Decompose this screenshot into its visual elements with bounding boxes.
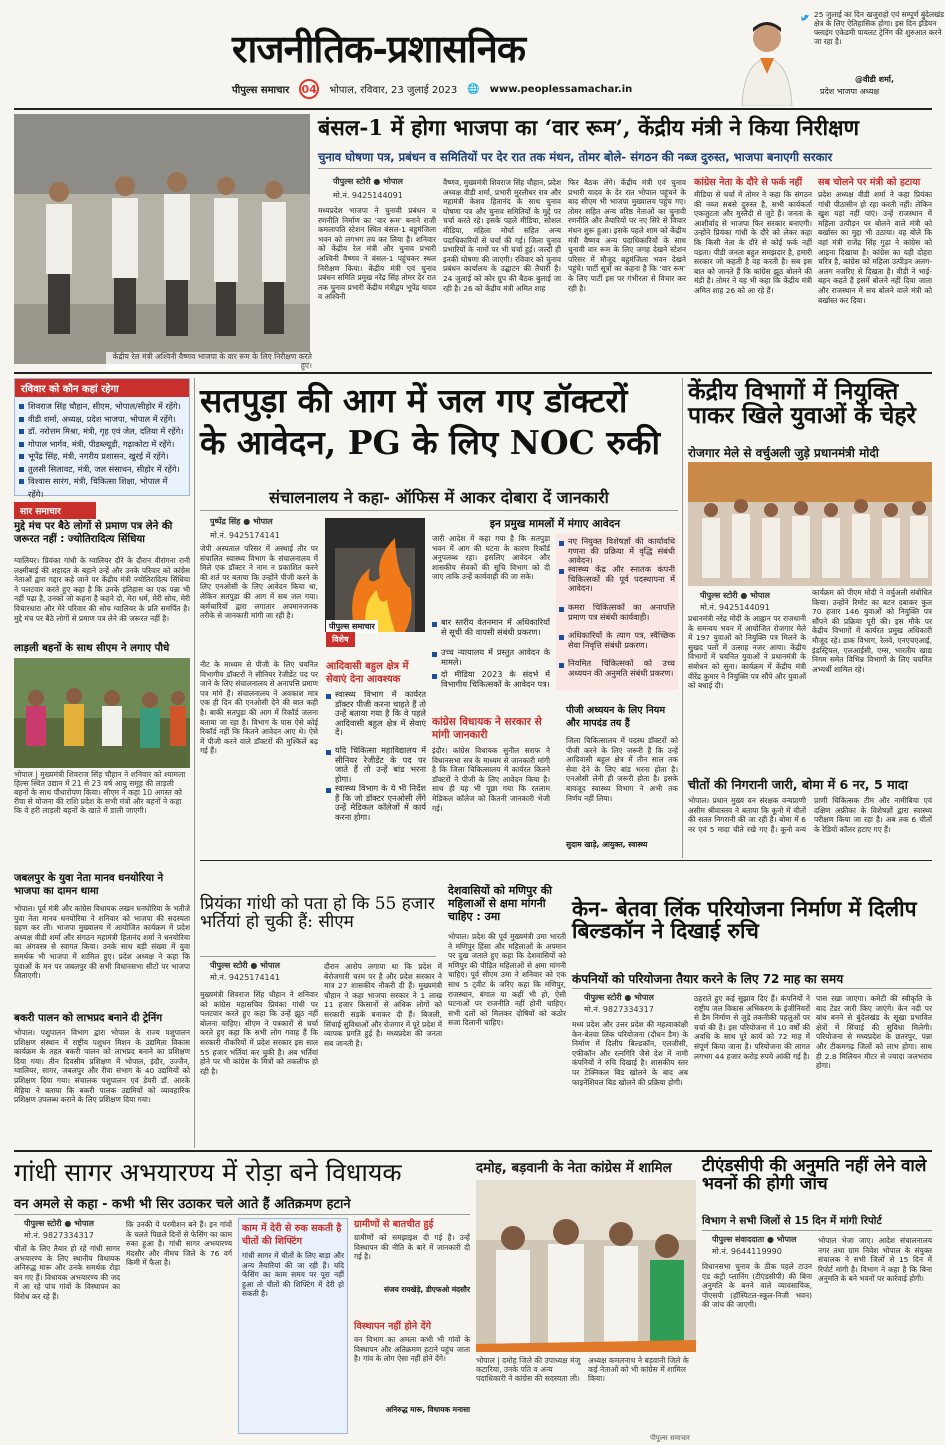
story6-box3-sign: अनिरुद्ध मारू, विधायक मनासा [385, 1405, 470, 1414]
story7-caption2: अध्यक्ष कमलनाथ ने बड़वानी जिले के कई नेताओं को भी कांग्रेस में शामिल किया। [588, 1356, 689, 1383]
story8-deck: विभाग ने सभी जिलों से 15 दिन में मांगी रिपोर्ट [702, 1215, 882, 1227]
list-item: नए नियुक्त विशेषज्ञों की कार्यावधि गणना की प्रक्रिया में वृद्धि संबंधी आवेदन। [559, 537, 675, 565]
left-s3-text: भोपाल। पूर्व मंत्री और कांग्रेस विधायक लखन घनघोरिया के भतीजे युवा नेता मानव धनयोरिया ने शनिवार को भाजपा की सदस्यता ग्रहण कर ली। भाजपा मुख्यालय में आयोजित कार्यक्रम में प्रदेश अध्यक्ष वीडी शर्मा और संगठन महामंत्री हितानंद शर्मा ने धनयोरिया का अंगवस्त्र से स्वागत किया। उनके साथ बड़ी संख्या में युवा समर्थक भी भाजपा में शामिल हुए। प्रदेश अध्यक्ष ने कहा कि युवाओं के मन पर जबलपुर की सभी विधानसभा सीटों पर भाजपा जिताएगी। [14, 904, 190, 981]
story2-col2: नीट के माध्यम से पीजी के लिए चयनित विभागीय डॉक्टरों ने सीनियर रेजीडेंट पद पर जाने के लिए संचालनालय से अनापत्ति प्रमाण पत्र मांगे हैं। संचालनालय ने अवकाश मात्र एक ही दिन की एनओसी देने की बात कही है। बाकी सतपुड़ा की आग में रिकॉर्ड जलना बताया जा रहा है। विभाग के पास ऐसे कोई रिकॉर्ड नहीं कि कितने आवेदन आए थे। ऐसे में पीजी करने वाले डॉक्टरों की मुश्किलें बढ़ गई हैं। [200, 660, 318, 756]
story6-box2-text: ग्रामीणों को समझाइश दी गई है। उन्हें विस्थापन की नीति के बारे में जानकारी दी गई है। [354, 1233, 470, 1262]
story6-box3-text: वन विभाग का अमला कभी भी गांवों के विस्थापन और अतिक्रमण हटाने पहुंच जाता है। गांव के लोग ऐसा नहीं होने देंगे। [354, 1335, 470, 1364]
story3-byline: पीपुल्स स्टोरी ● भोपाल [700, 591, 770, 600]
list-item: अधिकारियों के त्याग पत्र, स्वैच्छिक सेवा निवृत्ति संबंधी प्रकरण। [559, 631, 675, 659]
list-item: स्वास्थ्य केंद्र और स्नातक कंपनी चिकित्सकों की पूर्व पदस्थापना में आवेदन। [559, 565, 675, 603]
list-item: तुलसी सिलावट, मंत्री, जल संसाधन, सीहोर में रहेंगे। [19, 463, 185, 476]
list-item: स्वास्थ्य विभाग में कार्यरत डॉक्टर पीजी करना चाहते हैं तो उन्हें बताया गया है कि वे पहले आदिवासी बहुल क्षेत्र में सेवाएं दें। [326, 690, 426, 746]
story1-col3: फिर बैठक लेंगे। केंद्रीय मंत्री एवं चुनाव प्रभारी यादव के देर रात भोपाल पहुंचने के बाद सीएम भी भाजपा मुख्यालय पहुंच गए। तोमर सहित अन्य वरिष्ठ नेताओं का चुनावी रणनीति और तैयारियों पर नए सिरे से विचार मंथन शुरू हुआ। इसके पहले शाम को केंद्रीय मंत्री वैष्णव अन्य पदाधिकारियों के साथ चुनावी वार रूम के लिए जगह देखने स्टेशन परिसर में मौजूद बहुमंजिला भवन देखने पहुंचे। पार्टी सूत्रों का कहना है कि ‘वार रूम’ के लिए पार्टी इस पर गंभीरता से विचार कर रही है। [568, 178, 686, 293]
story2-photo-tag: विशेष [326, 632, 355, 647]
story4-manipur-head: देशवासियों को मणिपुर की महिलाओं से क्षमा मांगनी चाहिए : उमा [448, 884, 553, 923]
left-s1-text: ग्वालियर। प्रियंका गांधी के ग्वालियर दौरे के दौरान वीरांगना रानी लक्ष्मीबाई की शहादत के बहाने उन्हें और उनके परिवार को कांग्रेस नेताओं द्वारा गद्दार कहे जाने पर केंद्रीय मंत्री ज्योतिरादित्य सिंधिया ने पलटवार करते हुए कहा है कि उनके इतिहास का एक पन्ना भी नहीं पढ़ा है, उनको जो कहना है कहने दो, मेरा धर्म, मेरी सोच, मेरी विचारधारा और मेरे परिवार की सोच ग्वालियर के प्रति समर्पित है। मुद्दे मंच पर बैठे लोगों से प्रमाण पत्र लेने की जरूरत नहीं है। [14, 556, 190, 623]
story5-col2: ठहराते हुए कई सुझाव दिए हैं। कंपनियों ने राष्ट्रीय जल विकास अभिकरण के इंजीनियरों से डैम निर्माण से जुड़े तकनीकी पहलुओं पर चर्चा की है। इस परियोजना में 10 वर्षों की अवधि के साथ पूरे कार्य को 72 माह में संपूर्ण किया जाना है। परियोजना की लागत लगभग 44 हजार करोड़ रुपये आंकी गई है। [694, 994, 810, 1061]
story7-headline: दमोह, बड़वानी के नेता कांग्रेस में शामिल [476, 1161, 672, 1176]
story8-col2: भोपाल भेजा जाए। आदेश संचालनालय नगर तथा ग्राम निवेश भोपाल के संयुक्त संचालक ने सभी जिलों से 15 दिन में रिपोर्ट मांगी है। विभाग ने कहा है कि बिना अनुमति के बने भवनों पर कार्रवाई होगी। [818, 1236, 932, 1284]
story3-col1: प्रधानमंत्री नरेंद्र मोदी के आह्वान पर राजधानी के समन्वय भवन में आयोजित रोजगार मेले में 197 युवाओं को नियुक्ति पत्र मिलने के सुखद पलों में उत्साह नजर आया। केंद्रीय विभागों में चयनित युवाओं ने प्रधानमंत्री के संबोधन को सुना। कार्यक्रम में केंद्रीय मंत्री वीरेंद्र कुमार ने नियुक्ति पत्र सौंपे और युवाओं को बधाई दी। [688, 614, 806, 691]
story8-mobile: मो.नं. 9644119990 [712, 1247, 782, 1256]
story2-headline-line1: सतपुड़ा की आग में जल गए डॉक्टरों [200, 381, 628, 420]
story1-side2-text: प्रदेश अध्यक्ष वीडी शर्मा ने कहा प्रियंका गांधी पीठासीन हो रहा करती नहीं। लेकिन खुश यहां नहीं पाएं। उन्हें राजस्थान में महिला उत्पीड़न पर बोलने वाले मंत्री को बर्खास्त का मुद्दा भी उठाया। वह बोले कि वहां मंत्री राजेंद्र सिंह गुढ़ा ने कांग्रेस को आइना दिखाया है। कांग्रेस का यही दोहरा चरित्र है, कांग्रेस को महिला उत्पीड़न अलग-अलग नजरिए से दिखता है। वीडी ने भाई-बहन कहते हैं इसमें बोलने नहीं दिया जाता और राजस्थान में सच बोलने वाले मंत्री को बर्खास्त कर दिया। [818, 190, 932, 305]
story6-box1-head: काम में देरी से रुक सकती है चीतों की शिफ्टिंग [242, 1223, 342, 1247]
story4-manipur-text: भोपाल। प्रदेश की पूर्व मुख्यमंत्री उमा भारती ने मणिपुर हिंसा और महिलाओं के अपमान पर दुख जताते हुए कहा कि देशवासियों को मणिपुर की पीड़ित महिलाओं से क्षमा मांगनी चाहिए। पूर्व सीएम उमा ने शनिवार को एक साथ 5 ट्वीट के जरिए कहा कि मणिपुर, राजस्थान, बंगाल या कहीं भी हो, ऐसी घटनाओं पर राजनीति नहीं होनी चाहिए। सभी दलों को मिलकर दोषियों को कठोर सजा दिलानी चाहिए। [448, 932, 566, 1028]
story2-pg-head: पीजी अध्ययन के लिए नियम और मापदंड तय हैं [566, 705, 666, 729]
story1-photo-caption: केंद्रीय रेल मंत्री अश्विनी वैष्णव भाजपा के वार रूम के लिए निरीक्षण करते हुए। [106, 352, 312, 370]
story6-box3 [354, 1320, 470, 1434]
story3-col2: कार्यक्रम को पीएम मोदी ने वर्चुअली संबोधित किया। उन्होंने रिमोट का बटन दबाकर कुल 70 हजार 146 युवाओं को नियुक्ति पत्र सौंपने की प्रक्रिया पूरी की। इस मौके पर केंद्रीय विभागों में कार्यरत प्रमुख अधिकारी मौजूद रहे। डाक विभाग, रेलवे, एनएचएआई, इंडस्ट्रियल, एलआईसी, एम्स, भारतीय खाद्य निगम समेत विभिन्न विभागों के लिए चयनित अभ्यर्थी शामिल रहे। [812, 588, 932, 674]
story1-headline: बंसल-1 में होगा भाजपा का ‘वार रूम’, केंद्रीय मंत्री ने किया निरीक्षण [318, 116, 860, 141]
sunday-schedule-box [14, 378, 190, 499]
story6-box3-head: विस्थापन नहीं होने देंगे [354, 1321, 432, 1332]
sunday-schedule-list [15, 397, 189, 503]
website: www.peoplessamachar.in [489, 83, 633, 95]
story5-byline: पीपुल्स स्टोरी ● भोपाल [584, 993, 654, 1002]
story2-matters-left-list [432, 618, 550, 700]
masthead-info-bar [232, 80, 732, 98]
story2-col1: जेपी अस्पताल परिसर में अस्थाई तौर पर संचालित स्वास्थ्य विभाग के संचालनालय में मिले एक डॉक्टर ने नाम न प्रकाशित करने की शर्त पर बताया कि उन्होंने पीजी करने के लिए एनओसी के लिए आवेदन किया था, लेकिन सतपुड़ा की आग में सब जल गया। कर्मचारियों द्वारा लगातार अपमानजनक तरीके से जानकारी मांगी जा रही है। [200, 544, 318, 621]
story4-byline: पीपुल्स स्टोरी ● भोपाल [210, 961, 280, 970]
paper-name: पीपुल्स समाचार [232, 85, 290, 96]
story2-congress-text: इंदौर। कांग्रेस विधायक सुनील सराफ ने विधानसभा सत्र के माध्यम से जानकारी मांगी है कि जिला चिकित्सालय में कार्यरत कितने डॉक्टरों ने पीजी के लिए आवेदन किया है। साथ ही यह भी पूछा गया कि रतलाम मेडिकल कॉलेज को कितनी जानकारी भेजी गई। [432, 746, 550, 813]
story2-photo-label: पीपुल्स समाचार [326, 620, 378, 633]
story6-box2 [354, 1218, 470, 1316]
story1-side1-head: कांग्रेस नेता के दौरे से फर्क नहीं [694, 177, 803, 188]
list-item: कमरा चिकित्सकों का अनापत्ति प्रमाण पत्र संबंधी कार्यवाही। [559, 603, 675, 631]
story8-headline: टीएंडसीपी की अनुमति नहीं लेने वाले भवनों की होगी जांच [702, 1156, 927, 1194]
list-item: विश्वास सारंग, मंत्री, चिकित्सा शिक्षा, भोपाल में रहेंगे। [19, 475, 185, 500]
story3-cheetah-head: चीतों की निगरानी जारी, बोमा में 6 नर, 5 मादा [688, 777, 908, 792]
story2-matters-head: इन प्रमुख मामलों में मंगाए आवेदन [489, 518, 621, 530]
story3-headline: केंद्रीय विभागों में नियुक्ति पाकर खिले युवाओं के चेहरे [688, 378, 916, 430]
tweet-role: प्रदेश भाजपा अध्यक्ष [820, 87, 880, 96]
story6-byline: पीपुल्स स्टोरी ● भोपाल [24, 1219, 94, 1228]
story4-headline: प्रियंका गांधी को पता हो कि 55 हजार भर्तियां हो चुकी हैं: सीएम [200, 894, 435, 932]
section-title: राजनीतिक-प्रशासनिक [232, 26, 526, 71]
story5-col1: मध्य प्रदेश और उत्तर प्रदेश की महत्वाकांक्षी केन-बेतवा लिंक परियोजना (दौधन डैम) के निर्माण में दिलीप बिल्डकॉन, एलजीसी, एफीकॉन और रत्नगिरि जैसे देश में नामी कंपनियों ने रुचि दिखाई है। शासकीय स्तर पर टेक्निकल बिड खोलने के बाद अब फाइनेंशियल बिड खोलने की प्रक्रिया होगी। [572, 1020, 688, 1087]
story6-mobile: मो.नं. 9827334317 [24, 1231, 94, 1240]
list-item: यदि चिकित्सा महाविद्यालय में सीनियर रेजीडेंट के पद पर जाते हैं तो उन्हें बांड भरना होगा। [326, 746, 426, 784]
story4-col1: मुख्यमंत्री शिवराज सिंह चौहान ने शनिवार को कांग्रेस महासचिव प्रियंका गांधी पर पलटवार करते हुए कहा कि उन्हें झूठ नहीं बोलना चाहिए। सीएम ने पत्रकारों से चर्चा करते हुए कहा कि सभी लोग गवाह हैं कि सरकारी नौकरियों में प्रदेश सरकार इस साल 55 हजार भर्तियां कर चुकी है। अब भर्तियां होने पर भी कांग्रेस के मित्रों को तकलीफ हो रही है। [200, 990, 318, 1076]
story8-col1: विधानसभा चुनाव के ठीक पहले टाउन एंड कंट्री प्लानिंग (टीएंडसीपी) की बिना अनुमति के बनने वाले व्यावसायिक, पीएसपी (हॉस्पिटल-स्कूल-निजी भवन) की जांच की जाएगी। [702, 1262, 812, 1310]
story1-side1-text: मीडिया से चर्चा में तोमर ने कहा कि संगठन की नब्ज सबसे दुरुस्त है, सभी कार्यकर्ता एकजुटता और मुस्तैदी से जुटे हैं। जनता के आशीर्वाद से भाजपा फिर सरकार बनाएगी। उन्होंने प्रियंका गांधी के दौरे को लेकर कहा कि किसी नेता के दौरे से कोई फर्क नहीं पड़ता। पीडी जनता बहुत समझदार है, हमारी सरकार जो कहती है वह करती है। सब इस बात को जानते हैं कि कांग्रेस झूठ बोलने की मंडी है। तोमर ने यह भी कहा कि केंद्रीय मंत्री अमित शाह 26 को आ रहे हैं। [694, 190, 812, 295]
story6-box2-head: ग्रामीणों से बातचीत हुई [354, 1219, 434, 1230]
story6-col2: कि उनकी ये परमीशन बने हैं। इन गांवों के चलते पिछले दिनों से फेसिंग का काम रुका हुआ है। गांधी सागर अभयारण्य मंदसौर और नीमच जिले के 76 वर्ग किमी में फैला है। [126, 1220, 232, 1268]
story2-mobile: मो.नं. 9425174141 [210, 531, 280, 540]
left-s2-caption: भोपाल | मुख्यमंत्री शिवराज सिंह चौहान ने शनिवार को श्यामला हिल्स स्थित उद्यान में 21 से 23 वर्ष आयु समूह की लाड़ली बहनों के साथ पौधारोपण किया। सीएम ने कहा 10 अगस्त को रीवा से योजना की राशि प्रदेश के सभी मंत्रों और बहनों ने कहा कि वे हरी लाड़ली बहनों के खाते में डाली जाएगी। [14, 770, 186, 815]
story2-deck: संचालनालय ने कहा- ऑफिस में आकर दोबारा दें जानकारी [269, 488, 609, 507]
left-s4-text: भोपाल। पशुपालन विभाग द्वारा भोपाल के राज्य पशुपालन प्रशिक्षण संस्थान में राष्ट्रीय पशुधन मिशन के उद्यमिता विकास कार्यक्रम के तहत बकरी पालन को लाभप्रद बनाने का प्रशिक्षण दिया गया। तीन दिवसीय प्रशिक्षण में भोपाल, इंदौर, उज्जैन, ग्वालियर, सागर, जबलपुर और रीवा संभाग के 40 उद्यमियों को प्रशिक्षण दिया गया। संचालक पशुपालन एवं डेयरी डॉ. आरके मेहिया ने बताया कि बकरी पालक उद्यमियों को व्यावहारिक प्रशिक्षण उपलब्ध कराने के लिए प्रशिक्षण दिया गया। [14, 1028, 190, 1105]
page-number: 04 [299, 79, 319, 99]
story6-box1 [238, 1218, 348, 1434]
story2-congress-head: कांग्रेस विधायक ने सरकार से मांगी जानकारी [432, 716, 542, 741]
globe-icon: 🌐 [467, 83, 480, 95]
list-item: नियमित चिकित्सकों को उच्च अध्ययन की अनुमति संबंधी प्रकरण। [559, 659, 675, 687]
story2-tribal-head: आदिवासी बहुल क्षेत्र में सेवाएं देना आवश्यक [326, 661, 409, 685]
story3-deck: रोजगार मेले से वर्चुअली जुड़े प्रधानमंत्री मोदी [688, 446, 879, 460]
story5-col3: पास रखा जाएगा। कमेटी की स्वीकृति के बाद टेंडर जारी किए जाएंगे। केन नदी पर बांध बनने से बुंदेलखंड के सूखा प्रभावित क्षेत्रों में सिंचाई की सुविधा मिलेगी। परियोजना से मध्यप्रदेश के छतरपुर, पन्ना और टीकमगढ़ जिलों को लाभ होगा। साथ ही 2.8 मिलियन मीटर से ज्यादा जलभराव होगा। [816, 994, 932, 1071]
story6-box1-text: गांधी सागर में चीतों के लिए बाड़ा और अन्य तैयारियां की जा रही हैं। यदि फेंसिंग का काम समय पर पूरा नहीं हुआ तो चीतों की शिफ्टिंग में देरी हो सकती है। [242, 1251, 344, 1299]
story6-headline: गांधी सागर अभयारण्य में रोड़ा बने विधायक [14, 1158, 402, 1187]
sunday-schedule-title: रविवार को कौन कहां रहेगा [15, 379, 189, 397]
author-portrait [738, 14, 796, 106]
story3-mobile: मो.नं. 9425144091 [700, 603, 770, 612]
story6-box2-sign: संजय रायखेड़े, डीएफओ मंदसौर [383, 1285, 470, 1294]
left-s3-head: जबलपुर के युवा नेता मानव धनयोरिया ने भाजपा का दामन थामा [14, 873, 164, 897]
story1-col2: वैष्णव, मुख्यमंत्री शिवराज सिंह चौहान, प्रदेश अध्यक्ष वीडी शर्मा, प्रभारी मुरलीधर राव और महामंत्री केशव हितानंद के साथ चुनाव घोषणा पत्र और चुनाव समितियों के मुद्दे पर चर्चा करते रहे। इसके पहले मीडिया, सोशल मीडिया, महिला मोर्चा सहित अन्य पदाधिकारियों से चर्चा की गई। जिला चुनाव प्रभारियों के नामों पर भी चर्चा हुई। जल्दी ही इनकी घोषणा की जाएगी। रविवार को चुनाव प्रबंधन कार्यालय के उद्घाटन की तैयारी है। 24 जुलाई को कोर ग्रुप की बैठक बुलाई जा रही है। 26 को केंद्रीय मंत्री अमित शाह [443, 178, 561, 293]
tweet-text: 25 जुलाई का दिन खजुराहो एवं सम्पूर्ण बुंदेलखंड क्षेत्र के लिए ऐतिहासिक होगा। इस दिन इंडियन फ्लाइंग एकेडमी पायलट ट्रेनिंग की शुरुआत करने जा रहा है। [814, 10, 944, 46]
footer-paper-name: पीपुल्स समाचार [650, 1434, 690, 1442]
story3-cheetah-text: भोपाल। प्रधान मुख्य वन संरक्षक वन्यप्राणी असीम श्रीवास्तव ने बताया कि कूनो में चीतों की सतत निगरानी की जा रही है। बोमा में 6 नर एवं 5 मादा चीते रखे गए हैं। कूनो वन्य प्राणी चिकित्सक टीम और नामीबिया एवं दक्षिण अफ्रीका के विशेषज्ञों द्वारा स्वास्थ्य परीक्षण किया जा रहा है। अब तक 6 चीतों के रेडियो कॉलर हटाए गए हैं। [688, 796, 932, 834]
story2-byline: पुष्पेंद्र सिंह ● भोपाल [210, 517, 273, 526]
story4-mobile: मो.नं. 9425174141 [210, 973, 280, 982]
story2-matters-intro: जारी आदेश में कहा गया है कि सतपुड़ा भवन में आग की घटना के कारण रिकॉर्ड अनुपलब्ध रहा। इसलिए आवेदन और शासकीय सेवकों की सूचि विभाग को दी जाए ताकि उन्हें कार्यवाही की जा सके। [432, 534, 550, 582]
story4-col2: दौरान आरोप लगाया था कि प्रदेश में बेरोजगारी चरम पर है और प्रदेश सरकार ने मात्र 27 शासकीय नौकरी दी हैं। मुख्यमंत्री चौहान ने कहा भाजपा सरकार ने 1 लाख 11 हजार किसानों से अधिक लोगों को सरकारी सड़कें बनाकर दी हैं। बिजली, सिंचाई सुविधाओं और रोजगार में पूरे प्रदेश में व्यापक प्रगति हुई है। मध्यप्रदेश की जनता सब जानती है। [324, 962, 442, 1048]
story1-mobile: मो.नं. 9425144091 [333, 191, 403, 200]
story7-photo [476, 1180, 696, 1352]
list-item: गोपाल भार्गव, मंत्री, पीडब्ल्यूडी, गढ़ाकोटा में रहेंगे। [19, 438, 185, 451]
story2-matters-right-list [556, 534, 678, 690]
story6-deck: वन अमले से कहा - कभी भी सिर उठाकर चले आते हैं अतिक्रमण हटाने [14, 1197, 351, 1212]
story1-photo [14, 114, 310, 364]
left-s1-head: मुद्दे मंच पर बैठे लोगों से प्रमाण पत्र लेने की जरूरत नहीं : ज्योतिरादित्य सिंधिया [14, 521, 173, 545]
story3-photo [688, 462, 932, 586]
list-item: वीडी शर्मा, अध्यक्ष, प्रदेश भाजपा, भोपाल में रहेंगे। [19, 413, 185, 426]
story5-mobile: मो.नं. 9827334317 [584, 1005, 654, 1014]
story2-headline-line2: के आवेदन, PG के लिए NOC रुकी [200, 423, 660, 462]
list-item: उच्च न्यायालय में प्रस्तुत आवेदन के मामले। [432, 648, 550, 670]
story7-caption1: भोपाल | दमोह जिले की उपाध्यक्ष मंजू कटारिया, उनके पति व अन्य पदाधिकारी ने कांग्रेस की सदस्यता ली। [476, 1356, 581, 1383]
story2-tribal-list [326, 690, 426, 842]
tweet-handle: @वीडी शर्मा, [855, 75, 894, 84]
story8-byline: पीपुल्स संवाददाता ● भोपाल [712, 1235, 797, 1244]
story2-pg-byline: सुदाम खाड़े, आयुक्त, स्वास्थ्य [566, 840, 648, 849]
story6-col1: चीतों के लिए तैयार हो रहे गांधी सागर अभयारण्य के लिए स्थानीय विधायक अनिरुद्ध मारू और उनके समर्थक रोड़ा बन गए हैं। विधायक अभयारण्य की जद में आ रहे पांच गांवों के विस्थापन का विरोध कर रहे हैं। [14, 1244, 120, 1301]
left-s2-head: लाड़ली बहनों के साथ सीएम ने लगाए पौधे [14, 643, 170, 654]
story1-deck: चुनाव घोषणा पत्र, प्रबंधन व समितियों पर देर रात तक मंथन, तोमर बोले- संगठन की नब्ज दुरुस्त, भाजपा बनाएगी सरकार [318, 150, 833, 164]
left-s2-photo [14, 658, 190, 768]
story1-side2-head: सब चोलने पर मंत्री को हटाया [818, 177, 921, 188]
story2-fire-photo [325, 518, 425, 632]
list-item: भूपेंद्र सिंह, मंत्री, नगरीय प्रशासन, खुरई में रहेंगे। [19, 450, 185, 463]
twitter-icon [800, 8, 810, 18]
story1-col1: मध्यप्रदेश भाजपा ने चुनावी प्रबंधन व रणनीति निर्माण का ‘वार रूम’ बनाने राजी कमलापति स्टेशन स्थित बंसल-1 बहुमंजिला भवन को लगभग तय कर लिया है। शनिवार को केंद्रीय रेल मंत्री और चुनाव प्रभारी अश्विनी वैष्णव ने बंसल-1 पहुंचकर स्थल निरीक्षण किया। केंद्रीय मंत्री एवं चुनाव प्रबंधन समिति प्रमुख नरेंद्र सिंह तोमर देर रात तक चुनाव प्रभारी केंद्रीय मंत्रीद्वय भूपेंद्र यादव व अश्विनी [318, 206, 436, 302]
story1-byline: पीपुल्स स्टोरी ● भोपाल [333, 177, 403, 186]
left-column-label: सार समाचार [14, 502, 96, 519]
left-s4-head: बकरी पालन को लाभप्रद बनाने दी ट्रेनिंग [14, 1013, 163, 1024]
list-item: दो मीडिया 2023 के संदर्भ में विभागीय चिकित्सकों के आवेदन पत्र। [432, 670, 550, 700]
list-item: शिवराज सिंह चौहान, सीएम, भोपाल/सीहोर में रहेंगे। [19, 400, 185, 413]
list-item: बार स्तरीय वेतनमान में अधिकारियों से सूची की वापसी संबंधी प्रकरण। [432, 618, 550, 648]
story5-deck: कंपनियों को परियोजना तैयार करने के लिए 72 माह का समय [572, 972, 844, 986]
list-item: डॉ. नरोत्तम मिश्रा, मंत्री, गृह एवं जेल, दतिया में रहेंगे। [19, 425, 185, 438]
list-item: स्वास्थ्य विभाग के ये भी निर्देश हैं कि जो डॉक्टर एनओसी लेंगे उन्हें मेडिकल कॉलेजों में कार्य करना होगा। [326, 784, 426, 842]
story2-pg-text: जिला चिकित्सालय में पदस्थ डॉक्टरों को पीजी करने के लिए जरूरी है कि उन्हें आदिवासी बहुल क्षेत्र में तीन साल तक सेवा देने के लिए बांड भरना होता है। एनओसी लेनी ही जरूरी होता है। इसके बावजूद स्वास्थ्य विभाग ने अभी तक निर्णय नहीं लिया। [566, 736, 678, 803]
dateline: भोपाल, रविवार, 23 जुलाई 2023 [329, 85, 458, 96]
story5-headline: केन- बेतवा लिंक परियोजना निर्माण में दिलीप बिल्डकॉन ने दिखाई रुचि [572, 896, 917, 944]
